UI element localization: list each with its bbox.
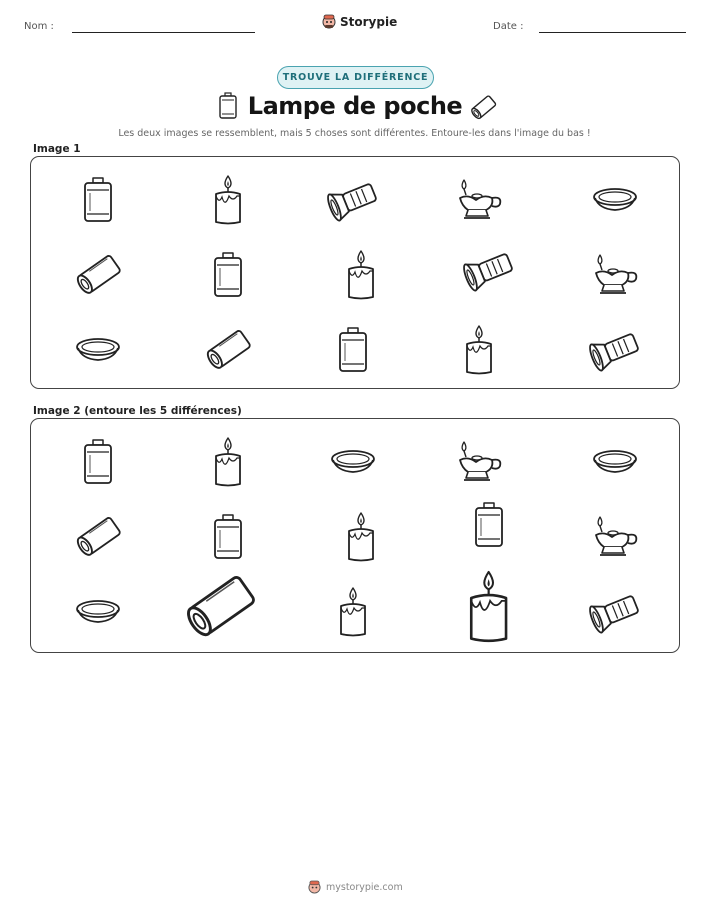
date-field[interactable] [539, 32, 686, 33]
image1-label: Image 1 [33, 143, 81, 155]
flashlight-icon [327, 180, 379, 220]
tube-battery-icon [469, 92, 499, 122]
flashlight-icon [589, 330, 641, 370]
dish-icon [591, 185, 639, 215]
flashlight-icon [463, 250, 515, 290]
brand-logo [322, 14, 397, 30]
dish-icon [74, 335, 122, 365]
brand-name: Storypie [340, 15, 398, 29]
storypie-mascot-icon [322, 14, 336, 30]
candle-icon [464, 569, 513, 644]
oil-lamp-icon [454, 176, 504, 224]
oil-lamp-icon [454, 438, 504, 486]
image2-label: Image 2 (entoure les 5 différences) [33, 405, 242, 417]
tube-battery-icon [73, 255, 123, 295]
battery-icon [81, 176, 115, 224]
battery-icon [211, 513, 245, 561]
battery-icon [211, 251, 245, 299]
dish-icon [591, 447, 639, 477]
candle-icon [344, 511, 378, 563]
candle-icon [344, 249, 378, 301]
oil-lamp-icon [590, 513, 640, 561]
battery-icon [336, 326, 370, 374]
oil-lamp-icon [590, 251, 640, 299]
candle-icon [336, 586, 370, 638]
dish-icon [74, 597, 122, 627]
tube-battery-icon [181, 576, 259, 638]
flashlight-icon [589, 592, 641, 632]
candle-icon [211, 436, 245, 488]
activity-badge: TROUVE LA DIFFÉRENCE [277, 66, 434, 89]
battery-icon [81, 438, 115, 486]
instructions: Les deux images se ressemblent, mais 5 choses sont différentes. Entoure-les dans l'image du bas ! [118, 128, 591, 139]
battery-icon [218, 92, 238, 120]
candle-icon [462, 324, 496, 376]
dish-icon [329, 447, 377, 477]
footer [308, 880, 403, 895]
page-title: Lampe de poche [247, 92, 463, 120]
tube-battery-icon [73, 517, 123, 557]
battery-icon [472, 501, 506, 549]
date-label: Date : [493, 21, 524, 32]
name-label: Nom : [24, 21, 54, 32]
storypie-mascot-icon [308, 880, 321, 895]
tube-battery-icon [203, 330, 253, 370]
footer-url[interactable]: mystorypie.com [326, 882, 403, 893]
candle-icon [211, 174, 245, 226]
name-field[interactable] [72, 32, 255, 33]
